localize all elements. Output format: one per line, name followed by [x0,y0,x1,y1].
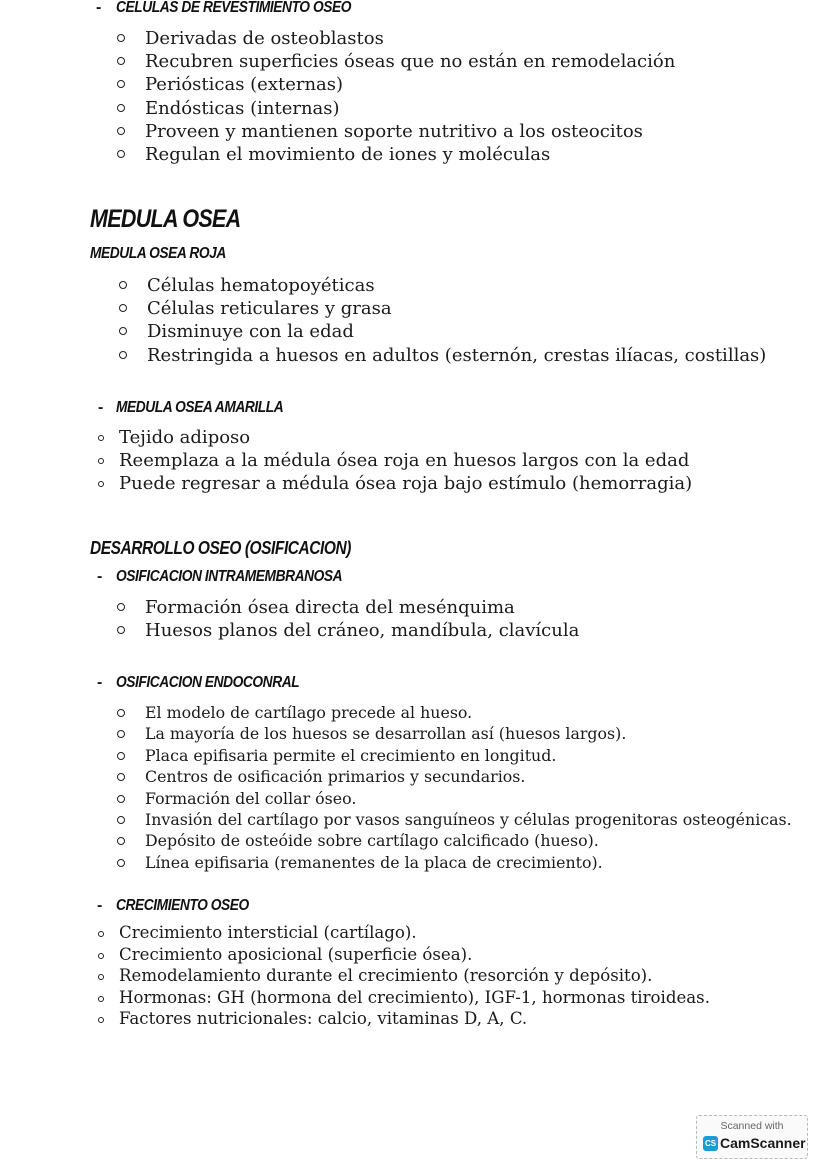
bullet-icon [98,1017,104,1023]
list-item [145,97,675,120]
heading-medula-roja: MEDULA OSEA ROJA [90,245,226,262]
list-celulas-revestimiento [145,27,675,166]
bullet-icon [98,996,104,1002]
bullet-icon [117,773,125,781]
bullet-icon [117,603,125,611]
list-item-text: Remodelamiento durante el crecimiento (resorción y depósito). [119,966,653,985]
bullet-icon [117,57,125,65]
list-item-text: Formación del collar óseo. [145,788,357,808]
list-item [145,27,675,50]
list-item [145,143,675,166]
list-item-text: Restringida a huesos en adultos (esternón, crestas ilíacas, costillas) [147,344,767,366]
list-item-text: Línea epifisaria (remanentes de la placa de crecimiento). [145,852,603,872]
list-item [145,809,792,830]
list-crecimiento-oseo [119,922,710,1030]
camscanner-logo-icon: CS [703,1136,718,1151]
watermark-caption: Scanned with [720,1120,784,1132]
list-item [147,297,766,320]
bullet-icon [117,150,125,158]
list-item [119,449,692,472]
list-item [145,702,792,723]
heading-osificacion-endocondral: OSIFICACION ENDOCONRAL [116,674,300,691]
list-item-text: Reemplaza a la médula ósea roja en huesos largos con la edad [119,450,690,472]
list-item-text: Tejido adiposo [119,427,251,448]
list-item-text: Factores nutricionales: calcio, vitaminas D, A, C. [119,1009,528,1028]
heading-dash: - [98,399,104,416]
list-item-text: Formación ósea directa del mesénquima [145,597,515,618]
list-item-text: Puede regresar a médula ósea roja bajo estímulo (hemorragia) [119,473,693,495]
list-item-text: Placa epifisaria permite el crecimiento en longitud. [145,745,557,765]
heading-medula-amarilla: MEDULA OSEA AMARILLA [116,399,284,416]
list-item [145,50,675,73]
list-item-text: Recubren superficies óseas que no están en remodelación [145,51,676,73]
list-medula-roja [147,274,766,367]
list-item-text: Periósticas (externas) [145,74,344,96]
list-item-text: Centros de osificación primarios y secundarios. [145,767,526,787]
heading-dash: - [97,897,103,914]
watermark-brand: CamScanner [720,1135,806,1151]
bullet-icon [98,435,104,441]
list-item [145,120,675,143]
list-item-text: Invasión del cartílago por vasos sanguíneos y células progenitoras osteogénicas. [145,810,792,830]
list-item [145,723,792,744]
list-item-text: Endósticas (internas) [145,97,340,119]
list-item-text: Crecimiento aposicional (superficie ósea). [119,944,473,964]
list-item [145,830,792,851]
list-item [119,944,710,966]
list-item [147,344,766,367]
list-item [145,852,792,873]
bullet-icon [98,974,104,980]
list-item [145,619,579,642]
list-item [145,788,792,809]
list-item-text: Depósito de osteóide sobre cartílago calcificado (hueso). [145,831,599,851]
list-item-text: Células hematopoyéticas [147,275,375,296]
bullet-icon [117,752,125,760]
list-item-text: Disminuye con la edad [147,321,354,343]
list-item [119,965,710,987]
bullet-icon [117,34,125,42]
list-item-text: Regulan el movimiento de iones y moléculas [145,144,551,166]
list-item-text: Hormonas: GH (hormona del crecimiento), IGF-1, hormonas tiroideas. [119,987,710,1007]
heading-osificacion-intramembranosa: OSIFICACION INTRAMEMBRANOSA [116,568,343,585]
bullet-icon [117,859,125,867]
list-item [119,426,692,449]
list-item [145,766,792,787]
list-item [145,745,792,766]
bullet-icon [98,931,104,937]
title-medula-osea: MEDULA OSEA [90,205,241,233]
list-item-text: El modelo de cartílago precede al hueso. [145,703,473,722]
list-item [145,73,675,96]
list-item-text: Derivadas de osteoblastos [145,28,384,49]
bullet-icon [117,816,125,824]
camscanner-watermark [696,1115,808,1159]
bullet-icon [117,104,125,112]
bullet-icon [117,80,125,88]
list-item [119,987,710,1009]
bullet-icon [98,458,104,464]
list-item [145,596,579,619]
list-item [119,922,710,944]
heading-celulas-revestimiento: CELULAS DE REVESTIMIENTO OSEO [116,0,351,16]
bullet-icon [117,795,125,803]
bullet-icon [119,327,127,335]
heading-crecimiento-oseo: CRECIMIENTO OSEO [116,897,249,914]
heading-dash: - [96,0,102,16]
bullet-icon [119,281,127,289]
list-item [119,1008,710,1030]
list-medula-amarilla [119,426,692,496]
list-item [147,274,766,297]
bullet-icon [98,481,104,487]
list-osificacion-endocondral [145,702,792,873]
list-item-text: Proveen y mantienen soporte nutritivo a los osteocitos [145,120,643,142]
bullet-icon [117,730,125,738]
bullet-icon [117,837,125,845]
heading-dash: - [97,674,103,691]
bullet-icon [117,127,125,135]
list-item [119,472,692,495]
bullet-icon [119,304,127,312]
heading-dash: - [97,568,103,585]
list-osificacion-intramembranosa [145,596,579,642]
list-item-text: Células reticulares y grasa [147,298,392,320]
bullet-icon [117,709,125,717]
bullet-icon [98,953,104,959]
list-item-text: Huesos planos del cráneo, mandíbula, clavícula [145,620,580,642]
list-item [147,320,766,343]
title-desarrollo-oseo: DESARROLLO OSEO (OSIFICACION) [90,538,352,558]
list-item-text: La mayoría de los huesos se desarrollan así (huesos largos). [145,724,627,744]
bullet-icon [119,351,127,359]
list-item-text: Crecimiento intersticial (cartílago). [119,923,417,942]
bullet-icon [117,626,125,634]
